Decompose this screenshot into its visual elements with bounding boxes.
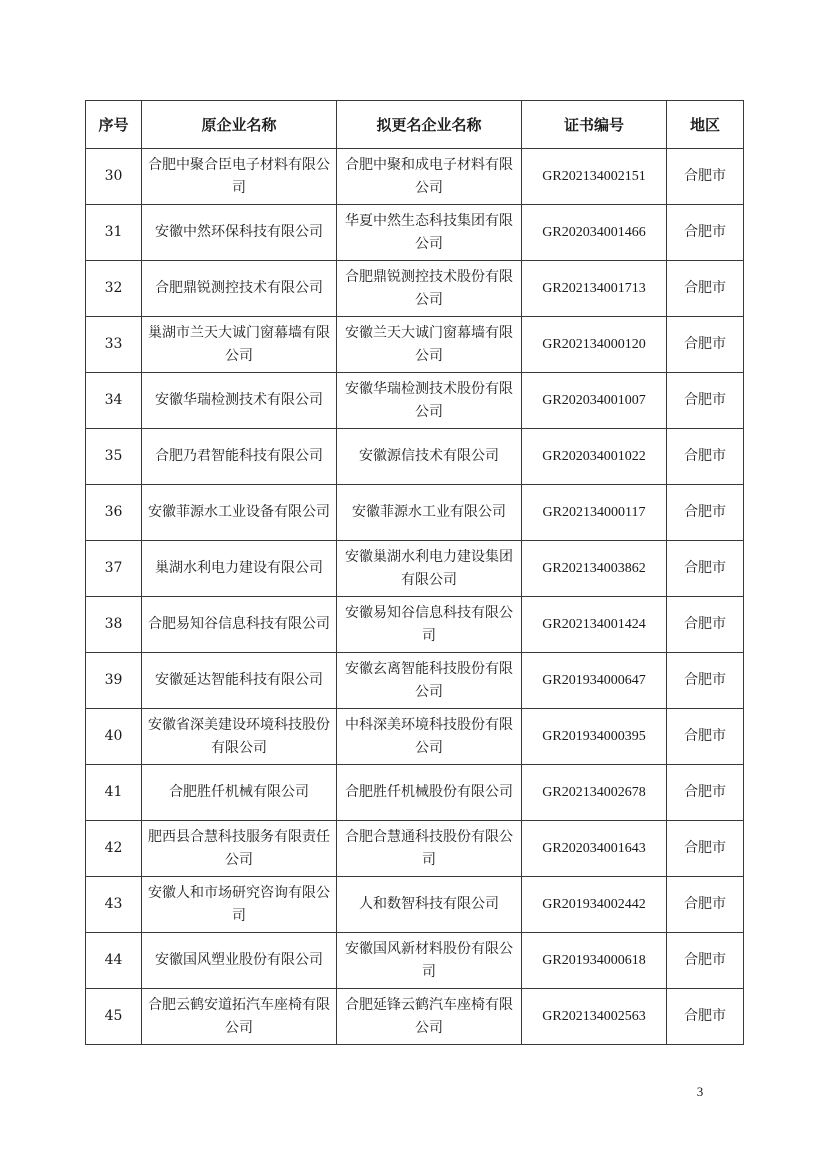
cell-index: 31: [86, 205, 142, 261]
cell-certificate: GR202034001643: [522, 821, 667, 877]
company-rename-table: [85, 100, 744, 1045]
cell-original-name: 合肥中聚合臣电子材料有限公司: [142, 149, 337, 205]
cell-region: 合肥市: [667, 821, 744, 877]
cell-index: 40: [86, 709, 142, 765]
cell-index: 30: [86, 149, 142, 205]
cell-region: 合肥市: [667, 429, 744, 485]
cell-certificate: GR202134001713: [522, 261, 667, 317]
table-row: [86, 373, 744, 429]
cell-original-name: 安徽省深美建设环境科技股份有限公司: [142, 709, 337, 765]
cell-index: 42: [86, 821, 142, 877]
cell-certificate: GR202034001466: [522, 205, 667, 261]
cell-certificate: GR202134002151: [522, 149, 667, 205]
cell-new-name: 合肥合慧通科技股份有限公司: [337, 821, 522, 877]
cell-region: 合肥市: [667, 149, 744, 205]
cell-region: 合肥市: [667, 485, 744, 541]
cell-region: 合肥市: [667, 765, 744, 821]
cell-new-name: 华夏中然生态科技集团有限公司: [337, 205, 522, 261]
cell-original-name: 合肥鼎锐测控技术有限公司: [142, 261, 337, 317]
cell-new-name: 合肥胜仟机械股份有限公司: [337, 765, 522, 821]
cell-region: 合肥市: [667, 205, 744, 261]
cell-index: 33: [86, 317, 142, 373]
cell-original-name: 安徽国风塑业股份有限公司: [142, 933, 337, 989]
cell-certificate: GR202034001022: [522, 429, 667, 485]
header-region: 地区: [667, 101, 744, 149]
table-row: [86, 989, 744, 1045]
table-row: [86, 877, 744, 933]
cell-region: 合肥市: [667, 261, 744, 317]
cell-original-name: 肥西县合慧科技服务有限责任公司: [142, 821, 337, 877]
cell-region: 合肥市: [667, 541, 744, 597]
cell-new-name: 安徽国风新材料股份有限公司: [337, 933, 522, 989]
cell-region: 合肥市: [667, 709, 744, 765]
table-row: [86, 429, 744, 485]
cell-certificate: GR202134002678: [522, 765, 667, 821]
cell-original-name: 安徽延达智能科技有限公司: [142, 653, 337, 709]
cell-region: 合肥市: [667, 317, 744, 373]
cell-index: 38: [86, 597, 142, 653]
header-index: 序号: [86, 101, 142, 149]
cell-certificate: GR201934000618: [522, 933, 667, 989]
cell-new-name: 合肥延锋云鹤汽车座椅有限公司: [337, 989, 522, 1045]
cell-new-name: 安徽菲源水工业有限公司: [337, 485, 522, 541]
cell-index: 43: [86, 877, 142, 933]
table-row: [86, 149, 744, 205]
cell-certificate: GR202134002563: [522, 989, 667, 1045]
cell-new-name: 合肥鼎锐测控技术股份有限公司: [337, 261, 522, 317]
table-row: [86, 317, 744, 373]
cell-original-name: 巢湖水利电力建设有限公司: [142, 541, 337, 597]
cell-certificate: GR201934002442: [522, 877, 667, 933]
cell-new-name: 中科深美环境科技股份有限公司: [337, 709, 522, 765]
cell-new-name: 安徽华瑞检测技术股份有限公司: [337, 373, 522, 429]
table-body: [86, 149, 744, 1045]
cell-index: 41: [86, 765, 142, 821]
cell-index: 44: [86, 933, 142, 989]
header-original-name: 原企业名称: [142, 101, 337, 149]
cell-region: 合肥市: [667, 373, 744, 429]
cell-new-name: 合肥中聚和成电子材料有限公司: [337, 149, 522, 205]
cell-original-name: 合肥易知谷信息科技有限公司: [142, 597, 337, 653]
table-row: [86, 765, 744, 821]
table-row: [86, 821, 744, 877]
cell-region: 合肥市: [667, 989, 744, 1045]
cell-certificate: GR201934000647: [522, 653, 667, 709]
cell-index: 39: [86, 653, 142, 709]
table-row: [86, 261, 744, 317]
cell-certificate: GR202034001007: [522, 373, 667, 429]
cell-new-name: 安徽玄离智能科技股份有限公司: [337, 653, 522, 709]
cell-certificate: GR202134001424: [522, 597, 667, 653]
cell-index: 45: [86, 989, 142, 1045]
cell-certificate: GR201934000395: [522, 709, 667, 765]
cell-original-name: 合肥乃君智能科技有限公司: [142, 429, 337, 485]
cell-original-name: 安徽人和市场研究咨询有限公司: [142, 877, 337, 933]
cell-region: 合肥市: [667, 933, 744, 989]
cell-new-name: 安徽巢湖水利电力建设集团有限公司: [337, 541, 522, 597]
cell-region: 合肥市: [667, 597, 744, 653]
page-number: 3: [696, 1084, 704, 1099]
table-row: [86, 653, 744, 709]
cell-new-name: 安徽易知谷信息科技有限公司: [337, 597, 522, 653]
cell-index: 36: [86, 485, 142, 541]
table-row: [86, 205, 744, 261]
cell-index: 32: [86, 261, 142, 317]
cell-new-name: 安徽源信技术有限公司: [337, 429, 522, 485]
table-row: [86, 597, 744, 653]
table-row: [86, 541, 744, 597]
cell-original-name: 合肥云鹤安道拓汽车座椅有限公司: [142, 989, 337, 1045]
table-row: [86, 933, 744, 989]
cell-original-name: 安徽中然环保科技有限公司: [142, 205, 337, 261]
cell-certificate: GR202134000120: [522, 317, 667, 373]
cell-original-name: 合肥胜仟机械有限公司: [142, 765, 337, 821]
cell-index: 35: [86, 429, 142, 485]
cell-region: 合肥市: [667, 653, 744, 709]
header-new-name: 拟更名企业名称: [337, 101, 522, 149]
cell-original-name: 安徽菲源水工业设备有限公司: [142, 485, 337, 541]
header-row: [86, 101, 744, 149]
table-row: [86, 485, 744, 541]
cell-original-name: 巢湖市兰天大诚门窗幕墙有限公司: [142, 317, 337, 373]
cell-new-name: 人和数智科技有限公司: [337, 877, 522, 933]
cell-certificate: GR202134003862: [522, 541, 667, 597]
cell-certificate: GR202134000117: [522, 485, 667, 541]
table-row: [86, 709, 744, 765]
cell-original-name: 安徽华瑞检测技术有限公司: [142, 373, 337, 429]
cell-index: 34: [86, 373, 142, 429]
cell-region: 合肥市: [667, 877, 744, 933]
cell-new-name: 安徽兰天大诚门窗幕墙有限公司: [337, 317, 522, 373]
cell-index: 37: [86, 541, 142, 597]
header-certificate: 证书编号: [522, 101, 667, 149]
